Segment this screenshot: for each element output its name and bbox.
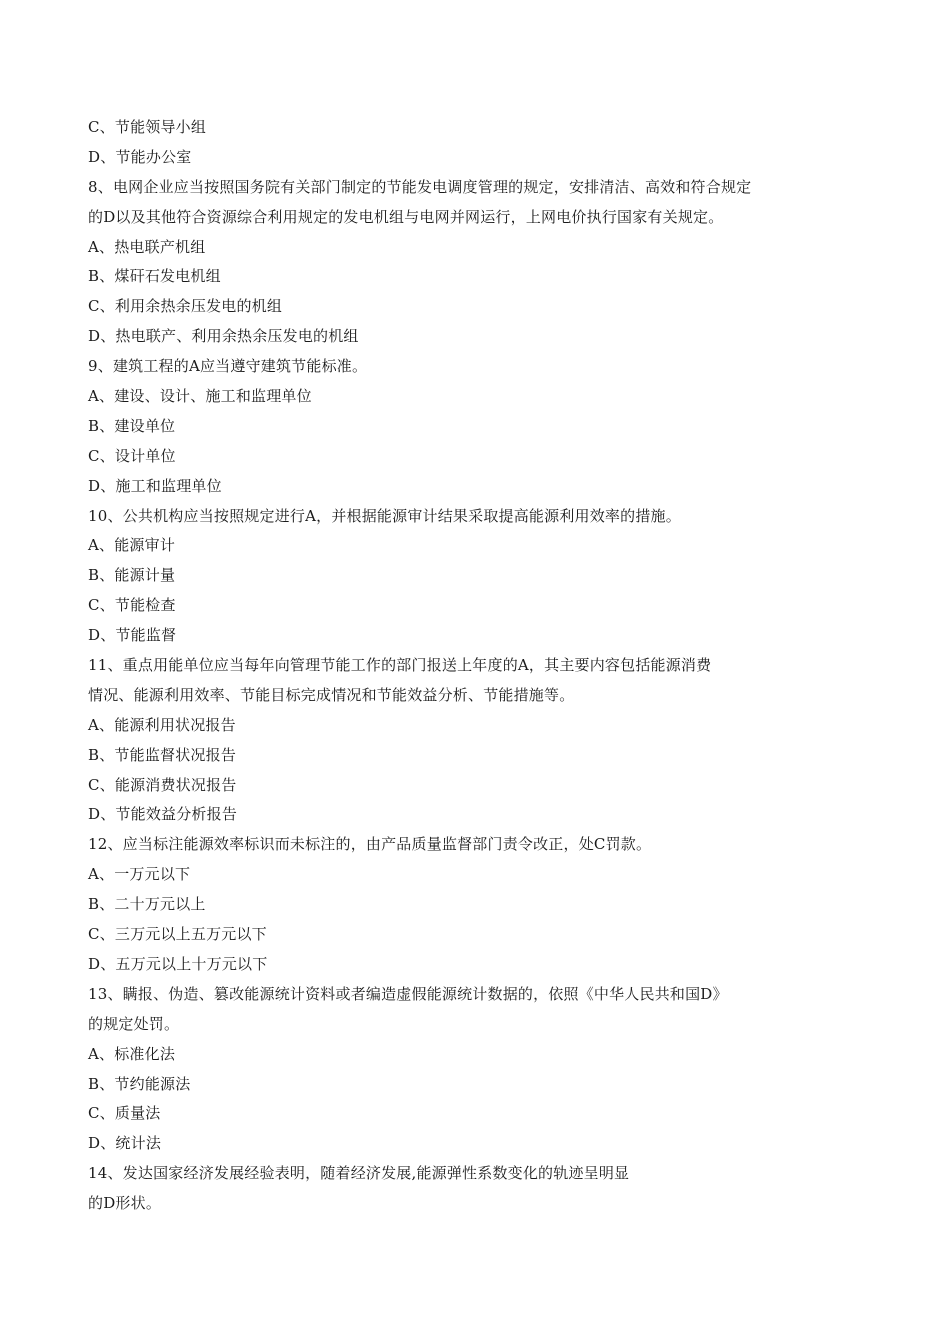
question-9-option-a: A、建设、设计、施工和监理单位: [88, 387, 312, 406]
question-10: 10、公共机构应当按照规定进行A，并根据能源审计结果采取提高能源利用效率的措施。: [88, 506, 681, 525]
question-8-line-1: 8、电网企业应当按照国务院有关部门制定的节能发电调度管理的规定，安排清洁、高效和符合规定: [88, 177, 752, 196]
question-11-option-a: A、能源利用状况报告: [88, 715, 236, 734]
question-13-option-a: A、标准化法: [88, 1044, 176, 1063]
question-13-line-2: 的规定处罚。: [88, 1014, 180, 1033]
question-11-option-b: B、节能监督状况报告: [88, 745, 237, 764]
question-14-line-2: 的D形状。: [88, 1194, 162, 1213]
option-c-line: C、节能领导小组: [88, 118, 207, 136]
question-13-option-d: D、统计法: [88, 1134, 162, 1153]
question-8-option-b: B、煤矸石发电机组: [88, 267, 221, 286]
question-12-option-c: C、三万元以上五万元以下: [88, 925, 267, 944]
question-10-option-d: D、节能监督: [88, 626, 177, 645]
question-13-option-c: C、质量法: [88, 1104, 161, 1123]
question-9-option-c: C、设计单位: [88, 446, 176, 465]
option-d-line: D、节能办公室: [88, 147, 192, 166]
question-11-option-d: D、节能效益分析报告: [88, 805, 238, 824]
question-9-option-d: D、施工和监理单位: [88, 476, 222, 495]
question-8-line-2: 的D以及其他符合资源综合利用规定的发电机组与电网并网运行，上网电价执行国家有关规定。: [88, 207, 724, 226]
question-12: 12、应当标注能源效率标识而未标注的，由产品质量监督部门责令改正，处C罚款。: [88, 835, 652, 854]
question-9-option-b: B、建设单位: [88, 416, 176, 435]
question-13-option-b: B、节约能源法: [88, 1074, 191, 1093]
question-11-line-2: 情况、能源利用效率、节能目标完成情况和节能效益分析、节能措施等。: [88, 685, 575, 704]
question-10-option-c: C、节能检查: [88, 596, 176, 615]
question-12-option-b: B、二十万元以上: [88, 895, 206, 914]
question-12-option-a: A、一万元以下: [88, 865, 191, 884]
question-11-line-1: 11、重点用能单位应当每年向管理节能工作的部门报送上年度的A，其主要内容包括能源消费: [88, 656, 712, 675]
question-8-option-a: A、热电联产机组: [88, 237, 206, 256]
question-10-option-a: A、能源审计: [88, 536, 176, 555]
question-13-line-1: 13、瞒报、伪造、篡改能源统计资料或者编造虚假能源统计数据的，依照《中华人民共和国D》: [88, 984, 728, 1003]
question-9: 9、建筑工程的A应当遵守建筑节能标准。: [88, 357, 368, 376]
question-8-option-d: D、热电联产、利用余热余压发电的机组: [88, 327, 359, 346]
question-10-option-b: B、能源计量: [88, 566, 176, 585]
question-8-option-c: C、利用余热余压发电的机组: [88, 297, 283, 316]
question-11-option-c: C、能源消费状况报告: [88, 775, 237, 794]
document-body: [88, 113, 868, 1219]
question-14-line-1: 14、发达国家经济发展经验表明，随着经济发展,能源弹性系数变化的轨迹呈明显: [88, 1164, 630, 1183]
question-12-option-d: D、五万元以上十万元以下: [88, 954, 268, 973]
